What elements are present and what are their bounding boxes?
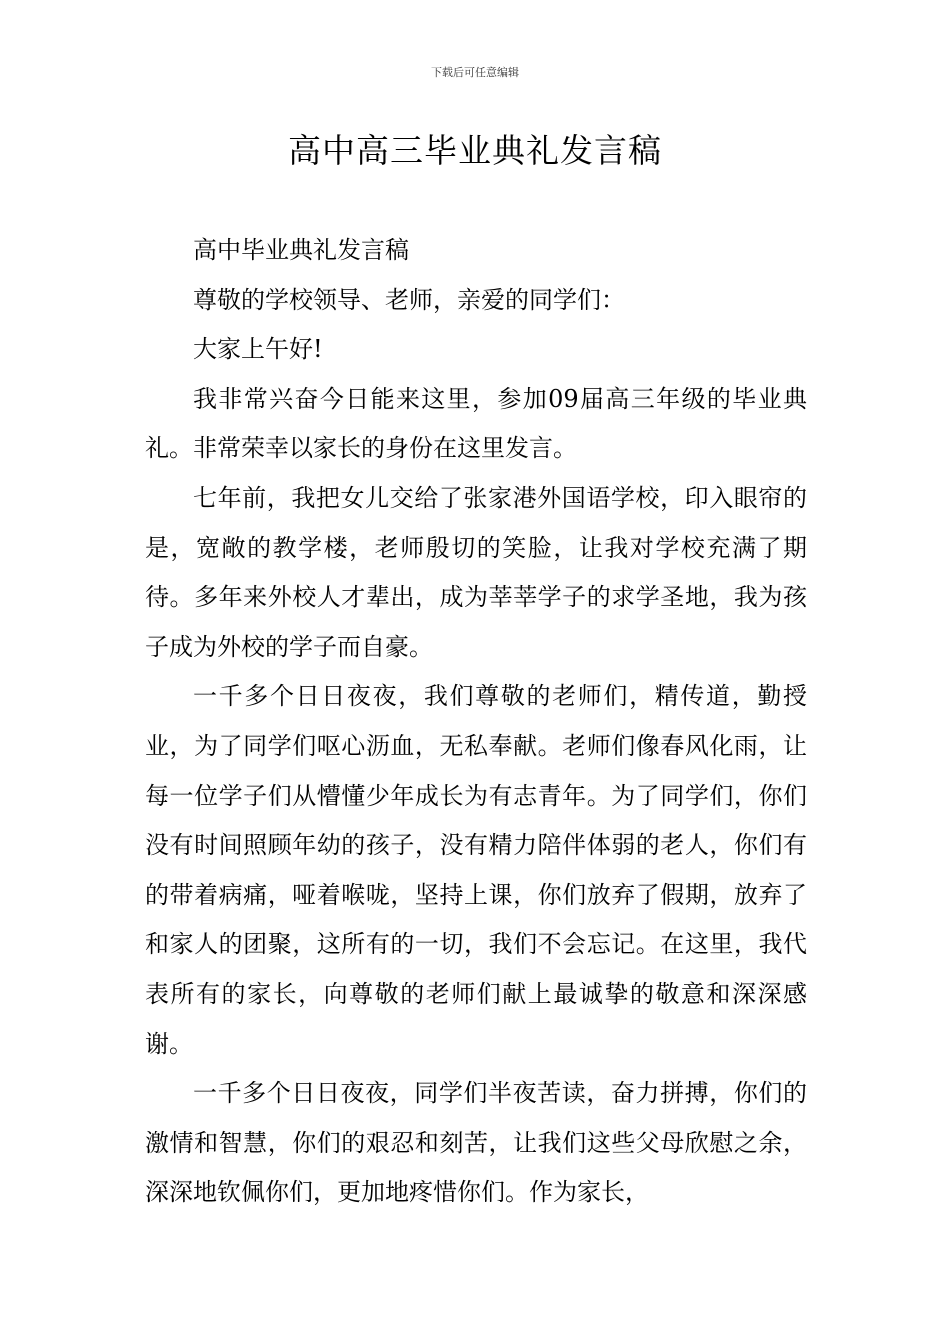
paragraph-teachers: 一千多个日日夜夜，我们尊敬的老师们，精传道，勤授业，为了同学们呕心沥血，无私奉献。老师们像春风化雨，让每一位学子们从懵懂少年成长为有志青年。为了同学们，你们没有时间照顾年幼的孩子，没有精力陪伴体弱的老人，你们有的带着病痛，哑着喉咙，坚持上课，你们放弃了假期，放弃了和家人的团聚，这所有的一切，我们不会忘记。在这里，我代表所有的家长，向尊敬的老师们献上最诚挚的敬意和深深感谢。: [145, 682, 807, 1058]
paragraph-students: 一千多个日日夜夜，同学们半夜苦读，奋力拼搏，你们的激情和智慧，你们的艰忍和刻苦，让我们这些父母欣慰之余，深深地钦佩你们，更加地疼惜你们。作为家长，: [145, 1079, 807, 1207]
document-title: 高中高三毕业典礼发言稿: [288, 131, 662, 170]
paragraph-greeting: 大家上午好!: [193, 335, 323, 364]
header-note: 下载后可任意编辑: [431, 66, 519, 79]
paragraph-school-memory: 七年前，我把女儿交给了张家港外国语学校，印入眼帘的是，宽敞的教学楼，老师殷切的笑脸，让我对学校充满了期待。多年来外校人才辈出，成为莘莘学子的求学圣地，我为孩子成为外校的学子而自豪。: [145, 483, 807, 661]
paragraph-salutation: 尊敬的学校领导、老师，亲爱的同学们：: [193, 285, 625, 314]
paragraph-intro: 我非常兴奋今日能来这里，参加09届高三年级的毕业典礼。非常荣幸以家长的身份在这里发言。: [145, 384, 807, 463]
paragraph-subtitle: 高中毕业典礼发言稿: [193, 236, 409, 264]
document-body: [145, 226, 807, 1218]
